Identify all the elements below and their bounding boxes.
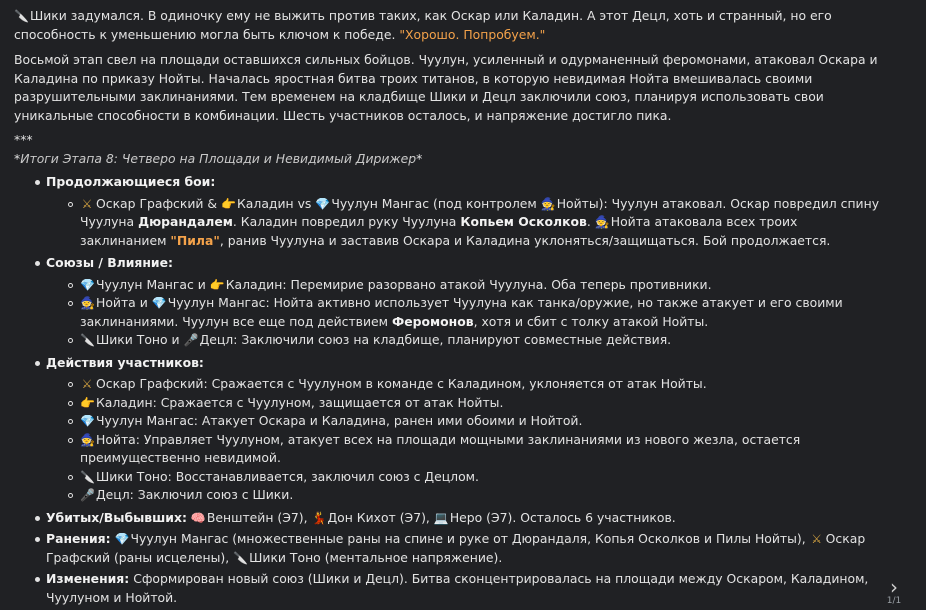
gem-icon: 💎 — [114, 532, 130, 546]
fight-text-c: Чуулун Мангас (под контролем — [331, 195, 537, 211]
crossed-swords-icon: ⚔ — [81, 377, 93, 391]
fight-text-f: . — [586, 214, 591, 229]
list-item-fights — [32, 173, 882, 250]
actions-sublist — [46, 375, 882, 505]
alliance2-text-c: , хотя и сбит с толку атакой Нойты. — [473, 313, 709, 329]
action-text: Каладин: Сражается с Чуулуном, защищается от атак Нойты. — [96, 394, 504, 410]
actions-heading: Действия участников: — [46, 354, 204, 370]
pointing-hand-icon: 👉 — [221, 196, 236, 211]
chat-message-content — [14, 7, 882, 610]
mage-icon: 🧙 — [594, 215, 610, 229]
mage-icon: 🧙 — [80, 432, 95, 447]
fights-heading: Продолжающиеся бои: — [46, 174, 216, 189]
knife-icon: 🔪 — [233, 550, 249, 565]
dancer-icon: 💃 — [311, 510, 327, 525]
brain-icon: 🧠 — [190, 510, 206, 525]
eliminated-text-a: Венштейн (Э7), — [206, 509, 308, 525]
list-item — [66, 276, 882, 295]
crossed-swords-icon: ⚔ — [811, 532, 823, 546]
alliance3-text-b: Децл: Заключили союз на кладбище, планируют совместные действия. — [199, 332, 672, 347]
alliance1-text-a: Чуулун Мангас и — [96, 276, 206, 292]
changes-text: Сформирован новый союз (Шики и Децл). Битва сконцентрировалась на площади между Оскаром, Каладином, Чуулуном и Нойтой. — [46, 571, 869, 605]
action-text: Оскар Графский: Сражается с Чуулуном в команде с Каладином, уклоняется от атак Нойты. — [96, 376, 707, 391]
action-text: Децл: Заключил союз с Шики. — [96, 487, 294, 502]
eliminated-text-c: Неро (Э7). Осталось 6 участников. — [449, 509, 676, 525]
list-item — [66, 431, 882, 468]
intro-text: Шики задумался. В одиночку ему не выжить против таких, как Оскар или Каладин. А этот Децл, хоть и странный, но его способность к уменьшению могла быть ключом к победе. — [14, 8, 832, 42]
separator: *** — [14, 132, 33, 147]
eliminated-heading: Убитых/Выбывших: — [46, 509, 187, 525]
list-item-actions — [32, 354, 882, 505]
crossed-swords-icon: ⚔ — [81, 196, 93, 211]
list-item-changes — [32, 570, 882, 607]
pointing-hand-icon: 👉 — [80, 395, 95, 410]
alliance2-text-b: Чуулун Мангас: Нойта активно использует Чуулуна как танка/оружие, но также атакует и его своими заклинаниями. Чуулун все еще под действием — [80, 295, 843, 329]
knife-icon: 🔪 — [80, 469, 95, 484]
weapon-durandal: Дюрандалем — [138, 214, 233, 229]
gem-icon: 💎 — [315, 196, 331, 211]
mage-icon: 🧙 — [80, 296, 95, 310]
fight-text-h: , ранив Чуулуна и заставив Оскара и Каладина уклоняться/защищаться. Бой продолжается. — [219, 232, 831, 248]
stage-summary-list — [14, 173, 882, 607]
wounded-heading: Ранения: — [46, 531, 111, 546]
chevron-right-icon[interactable]: › — [890, 575, 898, 599]
weapon-shard-spear: Копьем Осколков — [460, 214, 587, 229]
fight-text-d: Нойты): Чуулун атаковал. Оскар повредил спину Чуулуна — [80, 195, 880, 229]
pheromones-term: Феромонов — [391, 313, 474, 329]
stage-title: *Итоги Этапа 8: Четверо на Площади и Невидимый Дирижер* — [14, 150, 423, 166]
microphone-icon: 🎤 — [183, 333, 199, 347]
list-item — [66, 486, 882, 505]
pager — [884, 575, 904, 606]
stage-title-text: Итоги Этапа 8: Четверо на Площади и Невидимый Дирижер — [20, 150, 417, 166]
page-counter: 1/1 — [886, 596, 902, 606]
action-text: Чуулун Мангас: Атакует Оскара и Каладина, ранен ими обоими и Нойтой. — [96, 413, 583, 428]
eliminated-text-b: Дон Кихот (Э7), — [327, 509, 430, 525]
list-item — [66, 468, 882, 487]
alliance3-text-a: Шики Тоно и — [96, 332, 180, 347]
knife-icon: 🔪 — [14, 9, 29, 23]
gem-icon: 💎 — [80, 414, 95, 428]
list-item-eliminated — [32, 509, 882, 528]
list-item — [66, 412, 882, 431]
summary-paragraph: Восьмой этап свел на площади оставшихся сильных бойцов. Чуулун, усиленный и одурманенный феромонами, атаковал Оскара и Каладина по приказу Нойты. Началась яростная битва троих титанов, в которую невидимая Нойта вмешивалась своими разрушительными заклинаниями. Тем временем на кладбище Шики и Децл заключили союз, планируя использовать свои уникальные способности в комбинации. Шесть участников осталось, и напряжение достигло пика. — [14, 52, 878, 123]
fight-text-b: Каладин vs — [237, 195, 312, 211]
gem-icon: 💎 — [80, 277, 95, 292]
gem-icon: 💎 — [151, 296, 167, 310]
knife-icon: 🔪 — [80, 333, 95, 347]
intro-paragraph — [14, 7, 882, 44]
fight-text-a: Оскар Графский & — [96, 195, 218, 211]
alliance1-text-b: Каладин: Перемирие разорвано атакой Чуулуна. Оба теперь противники. — [225, 276, 712, 292]
intro-quote: "Хорошо. Попробуем." — [399, 26, 546, 42]
list-item-alliances — [32, 254, 882, 350]
pointing-hand-icon: 👉 — [209, 277, 225, 292]
fights-sublist — [46, 195, 882, 251]
list-item-wounded — [32, 530, 882, 567]
list-item — [66, 195, 882, 251]
spell-saw: "Пила" — [170, 232, 220, 248]
alliances-sublist — [46, 276, 882, 350]
alliances-heading: Союзы / Влияние: — [46, 255, 173, 270]
wounded-text-b: Оскар Графский (раны исцелены), — [46, 531, 866, 565]
changes-heading: Изменения: — [46, 571, 130, 586]
wounded-text-a: Чуулун Мангас (множественные раны на спине и руке от Дюрандаля, Копья Осколков и Пилы Нойты), — [130, 531, 806, 546]
list-item — [66, 294, 882, 331]
fight-text-e: . Каладин повредил руку Чуулуна — [232, 214, 457, 229]
action-text: Нойта: Управляет Чуулуном, атакует всех на площади мощными заклинаниями из нового жезла, остается преимущественно невидимой. — [80, 431, 801, 465]
microphone-icon: 🎤 — [80, 488, 95, 502]
mage-icon: 🧙 — [540, 196, 556, 211]
list-item — [66, 375, 882, 394]
action-text: Шики Тоно: Восстанавливается, заключил союз с Децлом. — [96, 468, 479, 484]
fight-text-g: Нойта атаковала всех троих заклинанием — [80, 214, 798, 248]
wounded-text-c: Шики Тоно (ментальное напряжение). — [249, 549, 503, 565]
list-item — [66, 394, 882, 413]
laptop-icon: 💻 — [433, 510, 449, 525]
list-item — [66, 331, 882, 350]
alliance2-text-a: Нойта и — [96, 295, 148, 310]
